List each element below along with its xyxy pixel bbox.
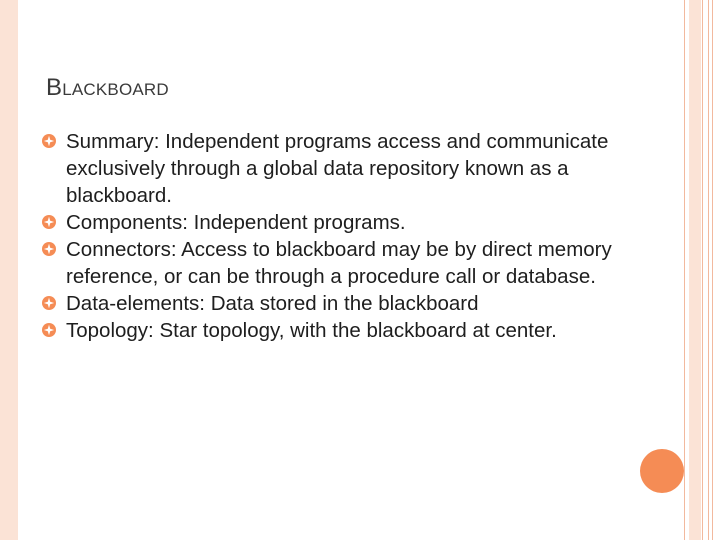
four-point-star-icon xyxy=(42,215,56,229)
bullet-item xyxy=(42,236,632,290)
four-point-star-icon xyxy=(42,296,56,310)
bullet-text: Components: Independent programs. xyxy=(66,211,406,234)
decorative-line xyxy=(684,0,685,540)
decorative-orb xyxy=(640,449,684,493)
slide-title xyxy=(46,74,169,102)
decorative-line xyxy=(708,0,709,540)
decorative-line xyxy=(712,0,713,540)
right-decorative-band xyxy=(689,0,701,540)
bullet-list xyxy=(42,128,632,344)
bullet-item xyxy=(42,290,632,317)
bullet-text: Connectors: Access to blackboard may be by direct memory reference, or can be through a procedure call or database. xyxy=(66,238,612,288)
bullet-item xyxy=(42,209,632,236)
bullet-text: Topology: Star topology, with the blackboard at center. xyxy=(66,319,557,342)
title-rest: LACKBOARD xyxy=(62,80,169,99)
bullet-item xyxy=(42,317,632,344)
four-point-star-icon xyxy=(42,323,56,337)
decorative-line xyxy=(702,0,703,540)
left-decorative-band xyxy=(0,0,18,540)
four-point-star-icon xyxy=(42,134,56,148)
bullet-item xyxy=(42,128,632,209)
four-point-star-icon xyxy=(42,242,56,256)
bullet-text: Data-elements: Data stored in the blackboard xyxy=(66,292,479,315)
title-initial: B xyxy=(46,74,63,101)
bullet-text: Summary: Independent programs access and communicate exclusively through a global data repository known as a blackboard. xyxy=(66,130,609,207)
